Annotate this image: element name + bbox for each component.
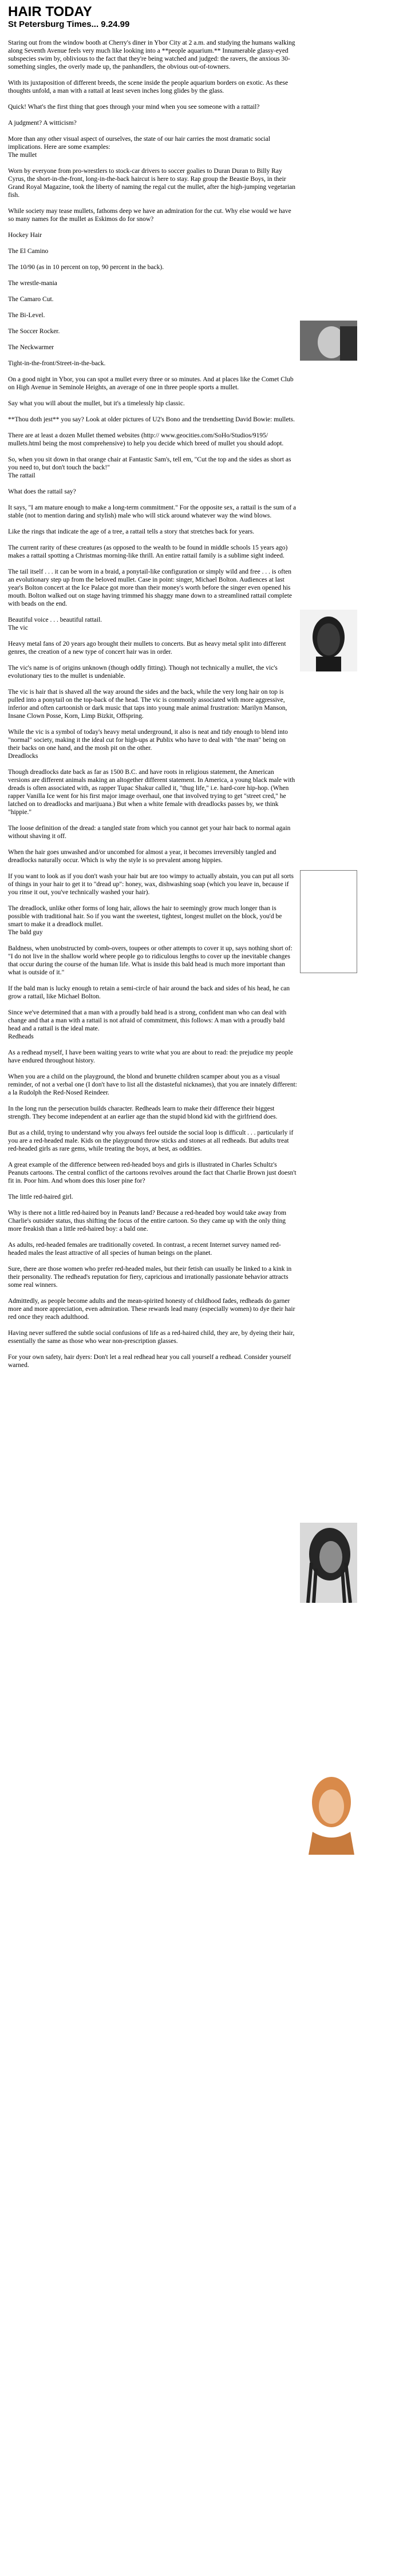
article-paragraph: The loose definition of the dread: a tangled state from which you cannot get your hair back to normal again without shaving it off. — [8, 825, 291, 840]
redhead-photo — [300, 1769, 357, 1855]
article-paragraph: The vic is hair that is shaved all the way around the sides and the back, while the very long hair on top is pulled into a ponytail on the top-back of the head. The vic is commonly associated with more aggressive, inferior and often cartoonish or dark music that taps into young male animal frustration: Marilyn Manson, Insane Clown Posse, Korn, Limp Bizkit, Offspring. — [8, 689, 287, 720]
article-paragraph: Quick! What's the first thing that goes through your mind when you see someone with a rattail? — [8, 104, 260, 110]
article-paragraph: Baldness, when unobstructed by comb-overs, toupees or other attempts to cover it up, says nothing short of: "I do not live in the shallow world where people go to ridiculous lengths to cover up the inevitable changes that occur during the course of the human life. What is inside this bald head is much more important than what is outside of it." — [8, 945, 293, 976]
man-with-mullet-photo — [300, 610, 357, 671]
article-body — [8, 39, 409, 1369]
article-paragraph: There are at least a dozen Mullet themed websites (http:// www.geocities.com/SoHo/Studios/9195/ mullets.html being the most comprehensive) to help you decide which breed of mullet you should adopt. — [8, 432, 284, 447]
article-paragraph: The 10/90 (as in 10 percent on top, 90 percent in the back). — [8, 264, 164, 271]
article-paragraph: Though dreadlocks date back as far as 1500 B.C. and have roots in religious statement, the American versions are different animals making an altogether different statement. In America, a young black male with dreads is often associated with, as rapper Tupac Shakur called it, "thug life," i.e. hard-core hip-hop. (When rapper Vanilla Ice went for his first major image overhaul, one that involved trying to get "street cred," he latched on to dreadlocks and marijuana.) But when a white female with dreadlocks passes by, we think "hippie." — [8, 769, 295, 816]
article-paragraph: The dreadlock, unlike other forms of long hair, allows the hair to seemingly grow much longer than is possible with traditional hair. So if you want the sweetest, tightest, longest mullet on the block, you'd be smart to make it a dreadlock mullet. The bald guy — [8, 905, 282, 936]
article-paragraph: While the vic is a symbol of today's heavy metal underground, it also is neat and tidy enough to blend into "normal" society, making it the ideal cut for high-ups at Publix who have to deal with "the man" being on their backs on one hand, and the mosh pit on the other. Dreadlocks — [8, 729, 288, 760]
article-title: HAIR TODAY — [8, 4, 92, 19]
man-with-dreadlocks-photo — [300, 1523, 357, 1603]
article-paragraph: When you are a child on the playground, the blond and brunette children scamper about you as a visual reminder, of not a verbal one (I don't have to list all the distasteful nicknames), that you are innately different: a la Rudolph the Red-Nosed Reindeer. — [8, 1073, 298, 1096]
article-paragraph: Admittedly, as people become adults and the mean-spirited honesty of childhood fades, redheads do garner more and more appreciation, even admiration. These rewards lead many (especially women) to dye their hair red once they reach adulthood. — [8, 1298, 295, 1321]
article-paragraph: Staring out from the window booth at Cherry's diner in Ybor City at 2 a.m. and studying the humans walking along Seventh Avenue feels very much like looking into a **people aquarium.** Innumerable glassy-eyed subspecies swim by, oblivious to the fact that they're being watched and judged: the ravers, the anxious 30-something singles, the overly made up, the panhandlers, the obvious out-of-towners. — [8, 39, 295, 70]
article-paragraph: Having never suffered the subtle social confusions of life as a red-haired child, they are, by dyeing their hair, essentially the same as those who wear non-prescription glasses. — [8, 1330, 295, 1345]
article — [8, 5, 409, 1377]
article-paragraph: Hockey Hair — [8, 232, 42, 239]
article-paragraph: As adults, red-headed females are traditionally coveted. In contrast, a recent Internet survey named red-headed males the least attractive of all species of human beings on the planet. — [8, 1242, 281, 1257]
article-paragraph: So, when you sit down in that orange chair at Fantastic Sam's, tell em, "Cut the top and the sides as short as you need to, but don't touch the back!" The rattail — [8, 456, 291, 479]
article-paragraph: Heavy metal fans of 20 years ago brought their mullets to concerts. But as heavy metal split into different genres, the creation of a new type of concert hair was in order. — [8, 641, 286, 655]
bald-man-photo — [300, 321, 357, 361]
article-paragraph: Worn by everyone from pro-wrestlers to stock-car drivers to soccer goalies to Duran Duran to Billy Ray Cyrus, the short-in-the-front, long-in-the-back haircut is here to stay. Rap group the Beastie Boys, in their Grand Royal Magazine, took the liberty of naming the regal cut the mullet, after the high-jumping vegetarian fish. — [8, 168, 296, 199]
article-paragraph: What does the rattail say? — [8, 488, 76, 495]
article-paragraph: Say what you will about the mullet, but it's a timelessly hip classic. — [8, 400, 185, 407]
article-paragraph: **Thou doth jest** you say? Look at older pictures of U2's Bono and the trendsetting David Bowie: mullets. — [8, 416, 295, 423]
article-paragraph: On a good night in Ybor, you can spot a mullet every three or so minutes. And at places like the Comet Club on High Avenue in Seminole Heights, an average of one in three people sports a mullet. — [8, 376, 294, 391]
article-paragraph: Sure, there are those women who prefer red-headed males, but their fetish can usually be linked to a kink in their personality. The redhead's reputation for fiery, capricious and irrationally passionate behavior attracts some real winners. — [8, 1266, 292, 1289]
article-paragraph: More than any other visual aspect of ourselves, the state of our hair carries the most dramatic social implications. Here are some examples: The mullet — [8, 136, 270, 159]
article-paragraph: Like the rings that indicate the age of a tree, a rattail tells a story that stretches back for years. — [8, 528, 255, 535]
article-paragraph: A judgment? A witticism? — [8, 120, 77, 127]
blank-image-frame — [300, 870, 357, 973]
article-paragraph: A great example of the difference between red-headed boys and girls is illustrated in Charles Schultz's Peanuts cartoons. The central conflict of the cartoons revolves around the fact that Charlie Brown just doesn't fit in. Poor him. And whom does this loser pine for? — [8, 1161, 297, 1184]
article-paragraph: If you want to look as if you don't wash your hair but are too wimpy to actually abstain, you can put all sorts of things in your hair to get it to "dread up": honey, wax, dishwashing soap (which you leave in, because if you rinse it out, you've technically washed your hair). — [8, 873, 294, 896]
article-paragraph: But as a child, trying to understand why you always feel outside the social loop is difficult . . . particularly if you are a red-headed male. Kids on the playground throw sticks and stones at all redheads. But adults treat red-headed girls as rare gems, while treating the boys, at best, as oddities. — [8, 1129, 294, 1152]
article-paragraph: It says, "I am mature enough to make a long-term commitment." For the opposite sex, a rattail is the sum of a stable (not to mention daring and stylish) male who will stick around whatever way the wind blows. — [8, 504, 297, 519]
article-paragraph: Beautiful voice . . . beautiful rattail. The vic — [8, 617, 102, 631]
article-paragraph: The vic's name is of origins unknown (though oddly fitting). Though not technically a mullet, the vic's evolutionary ties to the mullet is undeniable. — [8, 665, 278, 679]
article-paragraph: The Bi-Level. — [8, 312, 45, 319]
article-paragraph: The current rarity of these creatures (as opposed to the wealth to be found in middle schools 15 years ago) makes a rattail spotting a Christmas morning-like thrill. An entire rattail family is a sublime sight indeed. — [8, 544, 288, 559]
article-paragraph: While society may tease mullets, fathoms deep we have an admiration for the cut. Why else would we have so many names for the mullet as Eskimos do for snow? — [8, 208, 291, 223]
article-dateline: St Petersburg Times... 9.24.99 — [8, 19, 130, 29]
article-paragraph: The little red-haired girl. — [8, 1194, 73, 1200]
article-paragraph: If the bald man is lucky enough to retain a semi-circle of hair around the back and sides of his head, he can grow a rattail, like Michael Bolton. — [8, 985, 290, 1000]
article-paragraph: Tight-in-the-front/Street-in-the-back. — [8, 360, 106, 367]
article-paragraph: The Neckwarmer — [8, 344, 54, 351]
article-paragraph: Why is there not a little red-haired boy in Peanuts land? Because a red-headed boy would take away from Charlie's outsider status, thus shifting the focus of the entire cartoon. So they came up with the only thing more freakish than a little red-haired boy: a bald one. — [8, 1210, 287, 1232]
article-paragraph: Since we've determined that a man with a proudly bald head is a strong, confident man who can deal with change and that a man with a rattail is not afraid of commitment, this follows: A man with a proudly bald head and a rattail is the ideal mate. Redheads — [8, 1009, 287, 1040]
article-paragraph: The wrestle-mania — [8, 280, 57, 287]
article-paragraph: When the hair goes unwashed and/or uncombed for almost a year, it becomes irreversibly tangled and dreadlocks naturally occur. Which is why the style is so prevalent among hippies. — [8, 849, 276, 864]
article-paragraph: As a redhead myself, I have been waiting years to write what you are about to read: the prejudice my people have endured throughout history. — [8, 1049, 293, 1064]
article-paragraph: With its juxtaposition of different breeds, the scene inside the people aquarium borders on exotic. As these thoughts unfold, a man with a rattail at least seven inches long glides by the glass. — [8, 80, 288, 94]
article-paragraph: The tail itself . . . it can be worn in a braid, a ponytail-like configuration or simply wild and free . . . is often an evolutionary step up from the beloved mullet. Case in point: singer, Michael Bolton. Audiences at last year's Bolton concert at the Ice Palace got more than their money's worth before the singer even opened his mouth. Bolton walked out on stage having trimmed his shaggy mane down to a streamlined rattail complete with beads on the end. — [8, 568, 292, 607]
article-paragraph: The Camaro Cut. — [8, 296, 54, 303]
article-paragraph: The Soccer Rocker. — [8, 328, 60, 335]
article-paragraph: In the long run the persecution builds character. Redheads learn to make their difference their biggest strength. They become independent at an earlier age than the stupid blond kid with the girlfriend does. — [8, 1105, 278, 1120]
article-paragraph: The El Camino — [8, 248, 49, 255]
article-paragraph: For your own safety, hair dyers: Don't let a real redhead hear you call yourself a redhead. Consider yourself warned. — [8, 1354, 291, 1369]
